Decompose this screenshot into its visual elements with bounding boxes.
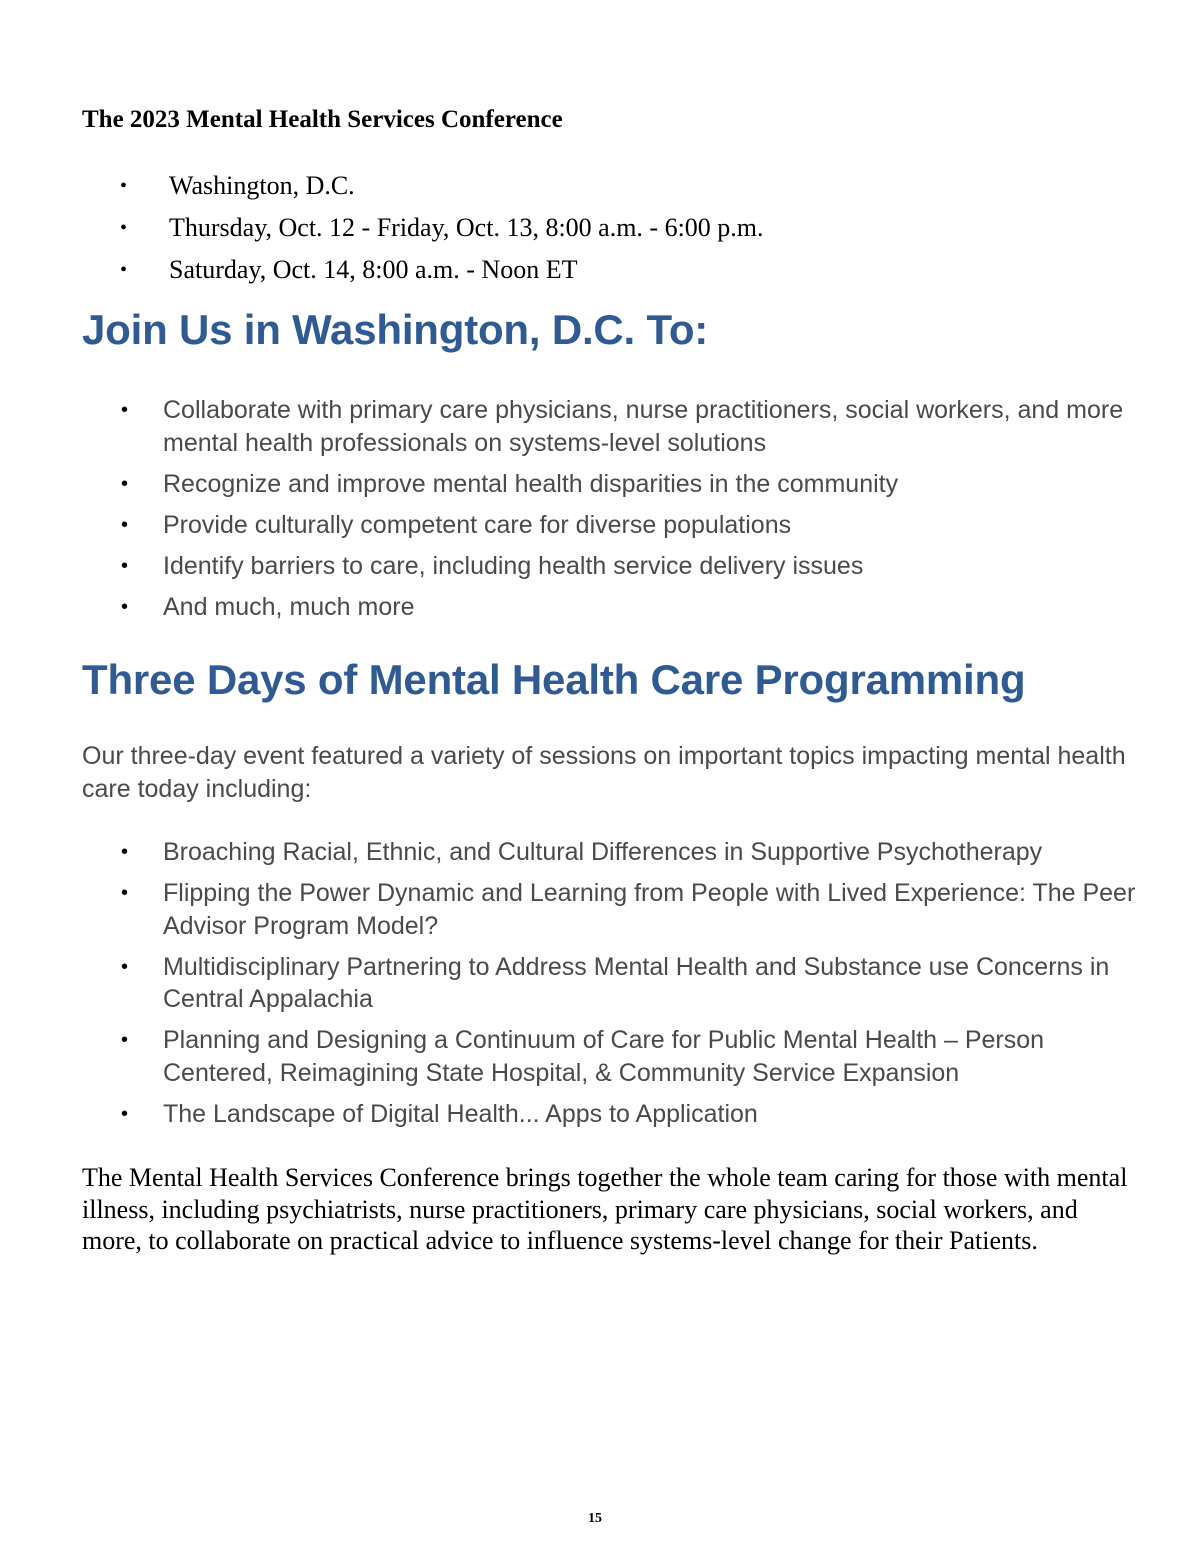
list-item [0,550,1150,583]
list-item [0,951,1150,1016]
bullet-icon: • [121,841,129,863]
bullet-icon: • [121,1029,129,1051]
session-title: Planning and Designing a Continuum of Care for Public Mental Health – Person Centered, Reimagining State Hospital, & Community Service Expansion [163,1026,1045,1087]
bullet-icon: • [121,595,129,618]
bullet-icon: • [121,882,129,904]
list-item [0,468,1150,501]
event-dates-saturday: Saturday, Oct. 14, 8:00 a.m. - Noon ET [169,255,578,284]
list-item [0,394,1150,459]
list-item [0,252,764,294]
bullet-icon: • [120,217,128,239]
conference-title: The 2023 Mental Health Services Conference [82,106,563,133]
bullet-icon: • [121,472,129,495]
program-heading: Three Days of Mental Health Care Programming [82,656,1026,703]
bullet-icon: • [121,554,129,577]
closing-paragraph: The Mental Health Services Conference brings together the whole team caring for those with mental illness, including psychiatrists, nurse practitioners, primary care physicians, social workers, and more, to collaborate on practical advice to influence systems-level change for their Patients. [82,1163,1128,1255]
list-item [0,210,764,252]
program-intro: Our three-day event featured a variety of sessions on important topics impacting mental health care today including: [82,742,1126,803]
event-dates-weekday: Thursday, Oct. 12 - Friday, Oct. 13, 8:00 a.m. - 6:00 p.m. [169,213,764,242]
list-item [0,1098,1150,1131]
session-title: Broaching Racial, Ethnic, and Cultural Differences in Supportive Psychotherapy [163,838,1043,866]
join-item-text: Recognize and improve mental health disparities in the community [163,469,899,498]
list-item [0,1024,1150,1089]
list-item [0,836,1150,869]
bullet-icon: • [121,399,129,421]
list-item [0,591,1150,624]
join-list [0,394,1150,632]
session-title: The Landscape of Digital Health... Apps to Application [163,1099,758,1128]
list-item [0,168,764,210]
page-number: 15 [588,1511,602,1526]
bullet-icon: • [120,259,128,281]
event-location: Washington, D.C. [169,171,355,200]
join-item-text: Collaborate with primary care physicians, nurse practitioners, social workers, and more mental health professionals on systems-level solutions [163,396,1124,457]
join-item-text: Identify barriers to care, including health service delivery issues [163,551,864,580]
join-item-text: And much, much more [163,592,415,621]
session-title: Flipping the Power Dynamic and Learning from People with Lived Experience: The Peer Advisor Program Model? [163,879,1136,940]
bullet-icon: • [121,1102,129,1125]
session-title: Multidisciplinary Partnering to Address Mental Health and Substance use Concerns in Central Appalachia [163,952,1110,1013]
list-item [0,877,1150,942]
sessions-list [0,836,1150,1139]
bullet-icon: • [120,175,128,197]
bullet-icon: • [121,513,129,536]
list-item [0,509,1150,542]
event-details-list [0,168,764,294]
join-heading: Join Us in Washington, D.C. To: [82,306,709,353]
join-item-text: Provide culturally competent care for diverse populations [163,510,792,539]
bullet-icon: • [121,955,129,978]
